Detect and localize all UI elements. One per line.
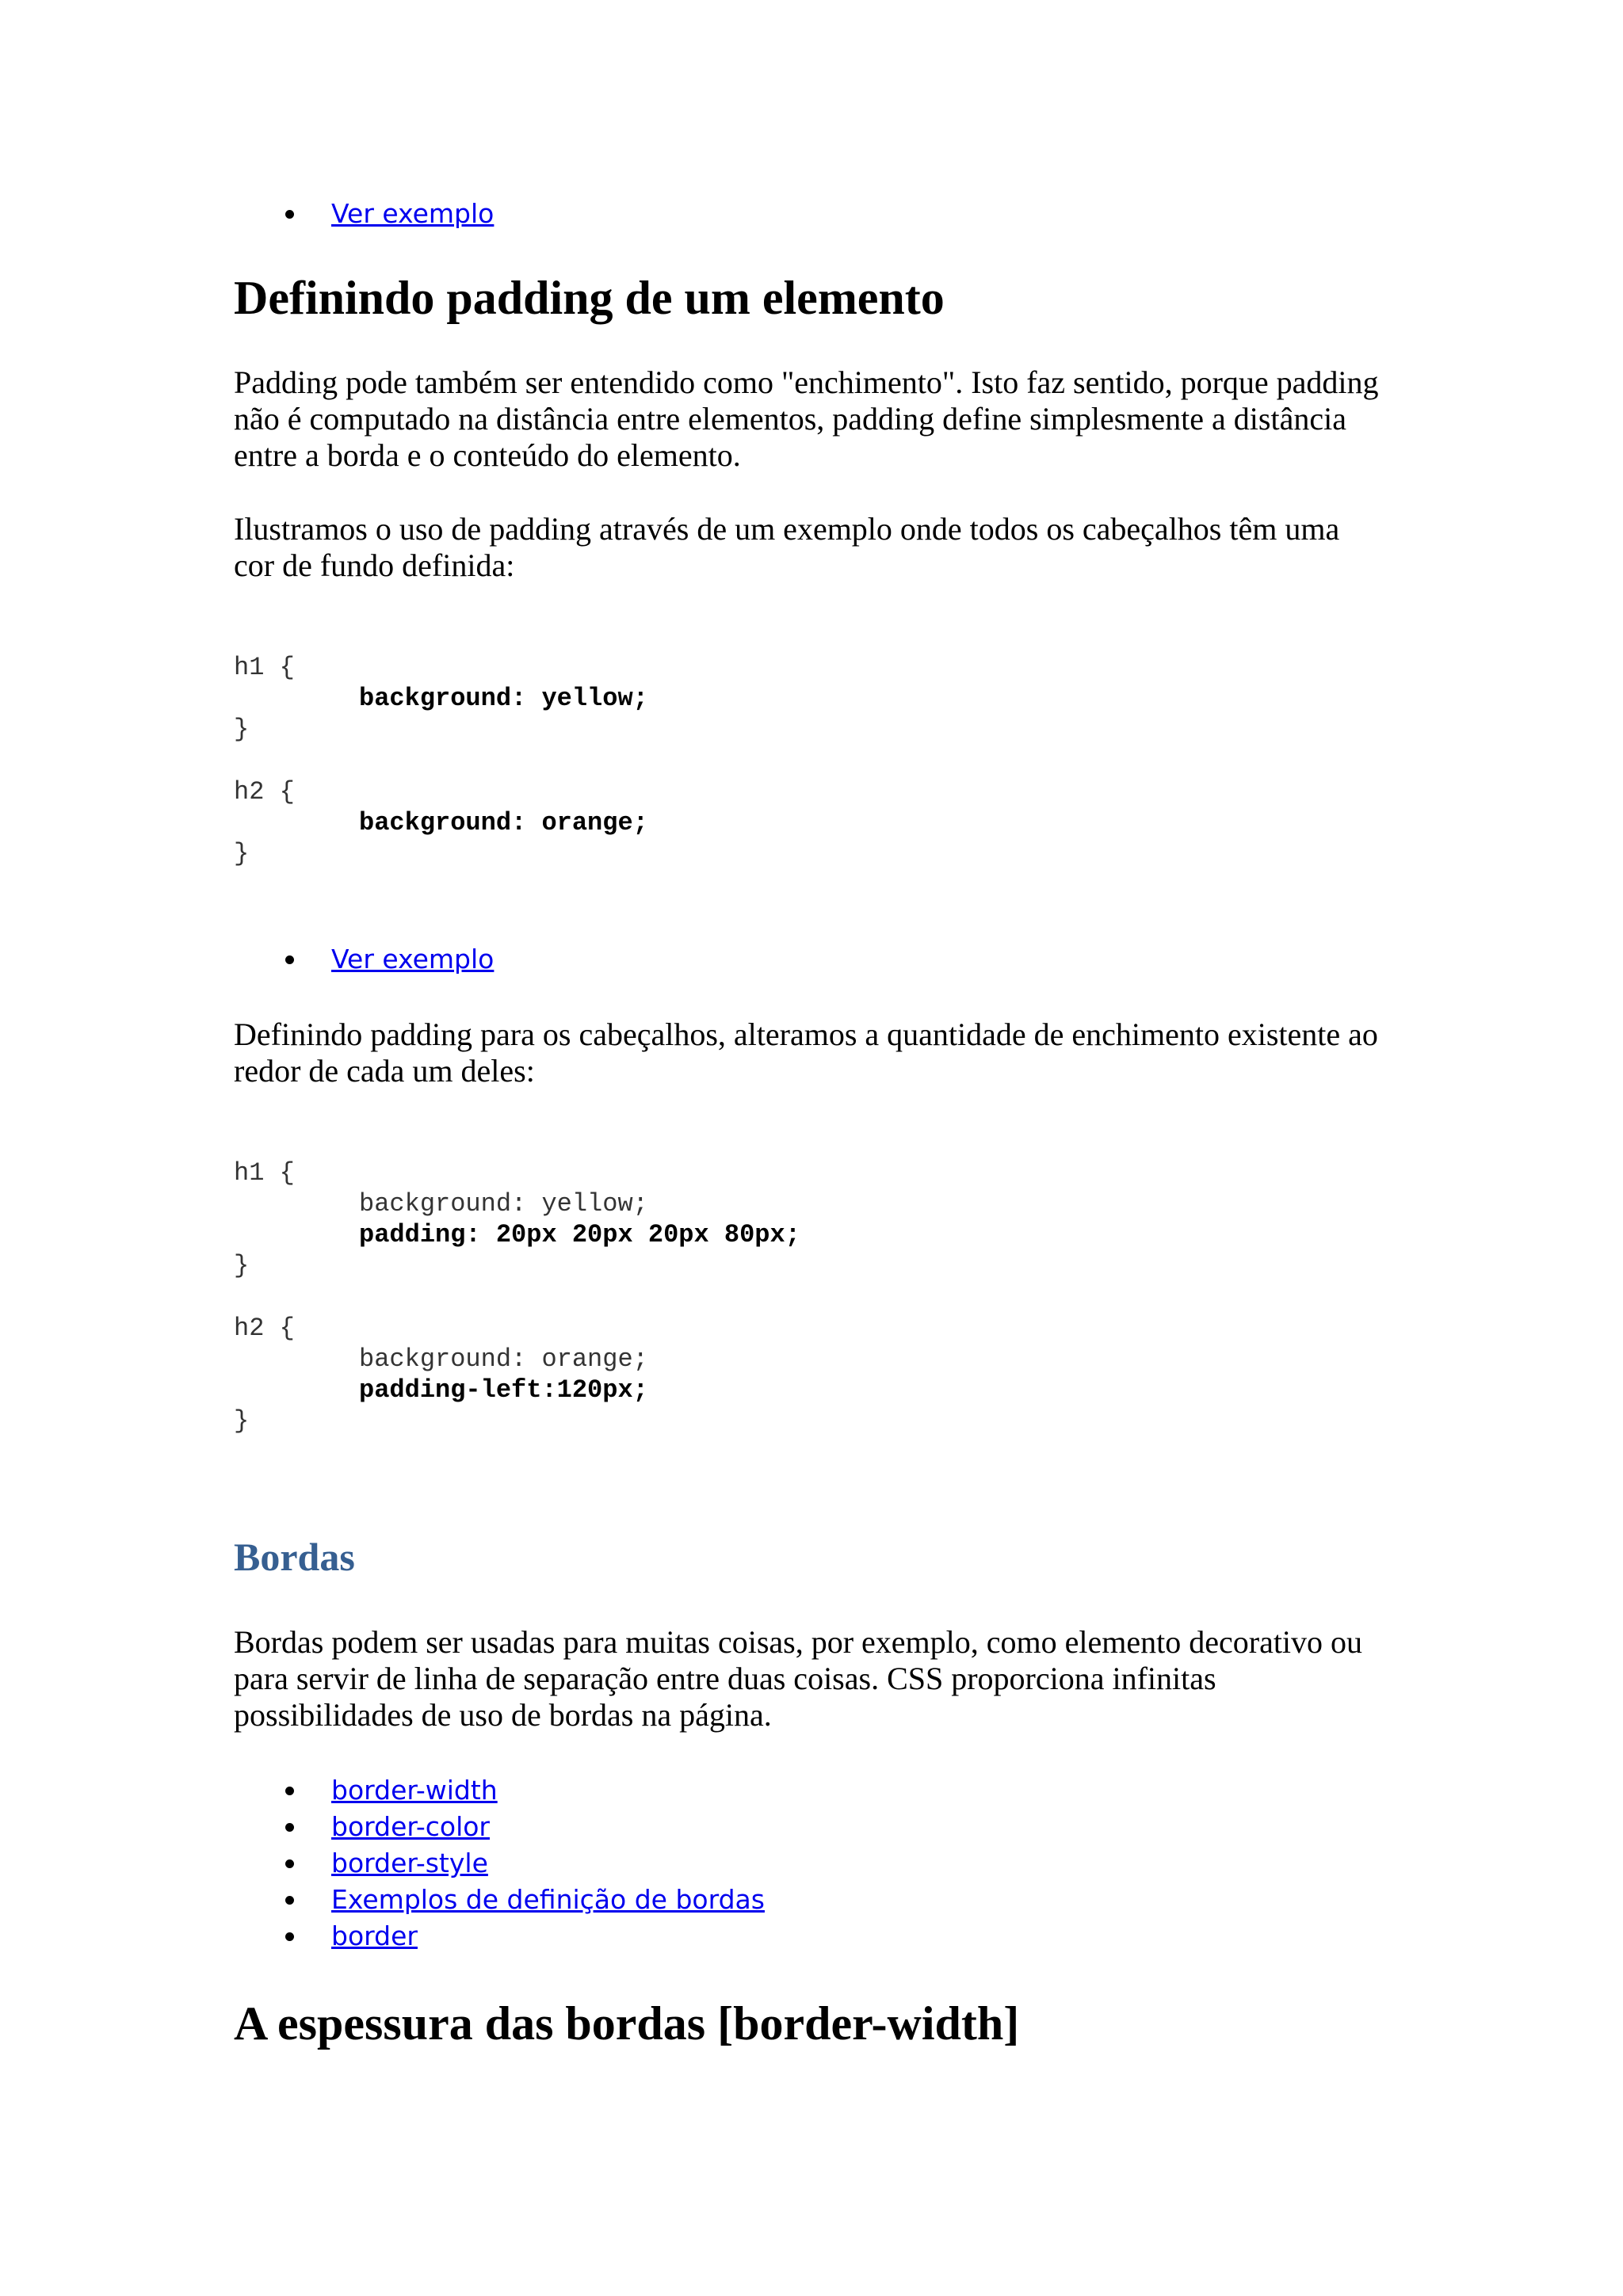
code-line: }: [234, 1251, 250, 1280]
heading-definindo-padding: Definindo padding de um elemento: [234, 272, 945, 324]
paragraph-line: redor de cada um deles:: [234, 1053, 535, 1089]
border-examples-link[interactable]: Exemplos de definição de bordas: [331, 1884, 765, 1915]
heading-bordas: Bordas: [234, 1535, 355, 1579]
paragraph-line: cor de fundo definida:: [234, 547, 515, 583]
code-line: padding: 20px 20px 20px 80px;: [359, 1220, 800, 1249]
bullet-icon: [285, 1932, 294, 1941]
paragraph-line: Ilustramos o uso de padding através de um exemplo onde todos os cabeçalhos têm uma: [234, 511, 1340, 547]
paragraph-line: não é computado na distância entre elementos, padding define simplesmente a distância: [234, 401, 1346, 437]
bullet-icon: [285, 1823, 294, 1832]
paragraph-line: entre a borda e o conteúdo do elemento.: [234, 437, 741, 473]
paragraph-line: Padding pode também ser entendido como "enchimento". Isto faz sentido, porque padding: [234, 364, 1379, 400]
border-width-link[interactable]: border-width: [331, 1775, 498, 1806]
border-link[interactable]: border: [331, 1920, 418, 1951]
code-line: h2 {: [234, 777, 295, 807]
code-line: background: orange;: [359, 1344, 648, 1374]
code-line: h1 {: [234, 1158, 295, 1188]
heading-espessura-bordas: A espessura das bordas [border-width]: [234, 1997, 1020, 2050]
paragraph-padding-example: [234, 511, 1430, 584]
code-line: }: [234, 1406, 250, 1436]
bullet-icon: [285, 1859, 294, 1868]
code-line: padding-left:120px;: [359, 1375, 648, 1405]
code-line: }: [234, 715, 250, 744]
bullet-icon: [285, 955, 294, 964]
border-style-link[interactable]: border-style: [331, 1848, 488, 1878]
code-line: background: orange;: [359, 808, 648, 837]
ver-exemplo-link-2[interactable]: Ver exemplo: [331, 944, 495, 974]
paragraph-padding-headings: [234, 1016, 1430, 1089]
code-line: background: yellow;: [359, 1189, 648, 1219]
paragraph-padding-intro: [234, 364, 1430, 474]
paragraph-line: para servir de linha de separação entre duas coisas. CSS proporciona infinitas: [234, 1661, 1216, 1696]
paragraph-line: Definindo padding para os cabeçalhos, alteramos a quantidade de enchimento existente ao: [234, 1016, 1378, 1052]
code-line: h1 {: [234, 653, 295, 682]
code-line: }: [234, 839, 250, 868]
code-line: background: yellow;: [359, 684, 648, 713]
bullet-icon: [285, 210, 294, 219]
code-line: h2 {: [234, 1314, 295, 1343]
bullet-icon: [285, 1787, 294, 1795]
ver-exemplo-link-1[interactable]: Ver exemplo: [331, 198, 495, 229]
border-color-link[interactable]: border-color: [331, 1811, 490, 1842]
paragraph-line: possibilidades de uso de bordas na página.: [234, 1697, 772, 1733]
paragraph-bordas-intro: [234, 1624, 1430, 1733]
paragraph-line: Bordas podem ser usadas para muitas coisas, por exemplo, como elemento decorativo ou: [234, 1624, 1363, 1660]
bullet-icon: [285, 1896, 294, 1905]
